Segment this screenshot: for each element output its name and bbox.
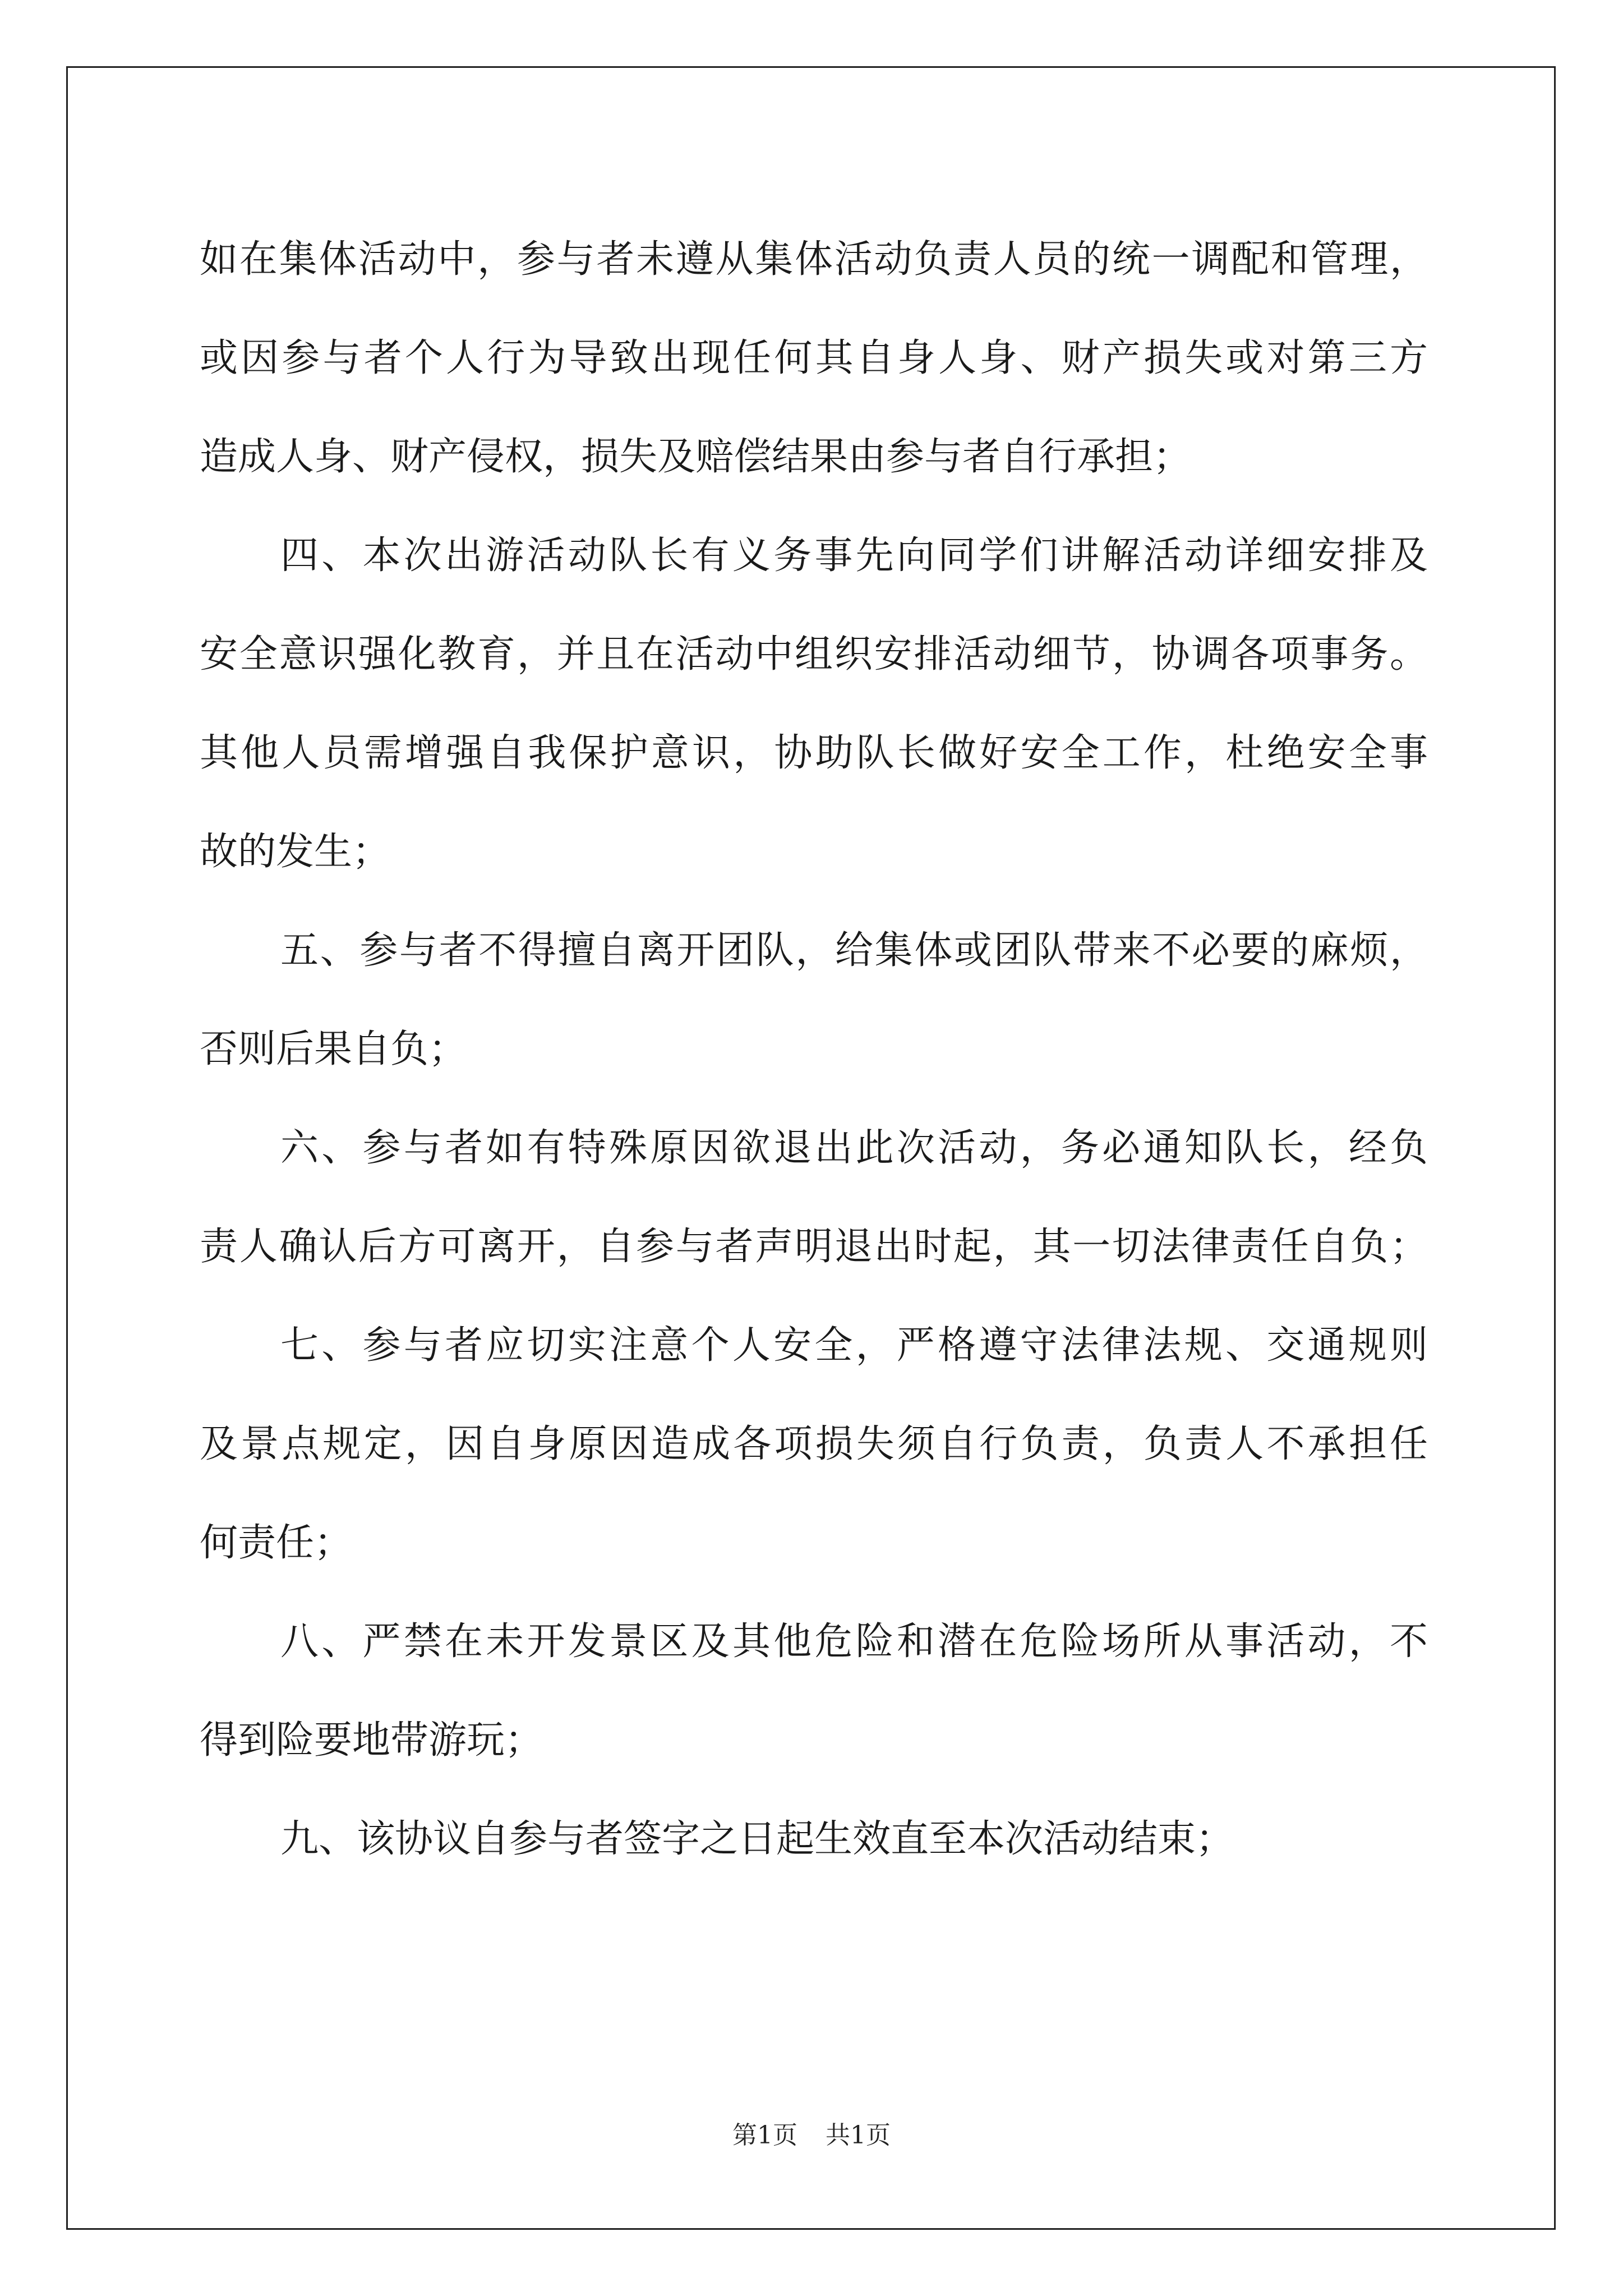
text-line: 造成人身、财产侵权，损失及赔偿结果由参与者自行承担； (200, 435, 1192, 479)
text-line: 五、参与者不得擅自离开团队，给集体或团队带来不必要的麻烦， (280, 928, 1428, 973)
text-line: 责人确认后方可离开，自参与者声明退出时起，其一切法律责任自负； (200, 1225, 1428, 1269)
text-line: 七、参与者应切实注意个人安全，严格遵守法律法规、交通规则 (280, 1323, 1428, 1368)
text-line: 及景点规定，因自身原因造成各项损失须自行负责，负责人不承担任 (200, 1422, 1428, 1466)
text-line: 安全意识强化教育，并且在活动中组织安排活动细节，协调各项事务。 (200, 632, 1428, 677)
page-footer (0, 2115, 1623, 2151)
document-body (200, 210, 1428, 1889)
text-line: 如在集体活动中，参与者未遵从集体活动负责人员的统一调配和管理， (200, 237, 1428, 282)
text-line: 六、参与者如有特殊原因欲退出此次活动，务必通知队长，经负 (280, 1126, 1428, 1170)
text-line: 八、严禁在未开发景区及其他危险和潜在危险场所从事活动，不 (280, 1619, 1428, 1664)
text-line: 否则后果自负； (200, 1027, 467, 1071)
text-line: 其他人员需增强自我保护意识，协助队长做好安全工作，杜绝安全事 (200, 731, 1428, 775)
text-line: 故的发生； (200, 830, 391, 874)
text-line: 何责任； (200, 1521, 353, 1565)
page-number: 第1页 (732, 2121, 797, 2150)
text-line: 得到险要地带游玩； (200, 1718, 543, 1763)
text-line: 或因参与者个人行为导致出现任何其自身人身、财产损失或对第三方 (200, 336, 1428, 380)
text-line: 四、本次出游活动队长有义务事先向同学们讲解活动详细安排及 (280, 533, 1428, 578)
page-total: 共1页 (826, 2121, 891, 2150)
text-line: 九、该协议自参与者签字之日起生效直至本次活动结束； (280, 1817, 1234, 1861)
